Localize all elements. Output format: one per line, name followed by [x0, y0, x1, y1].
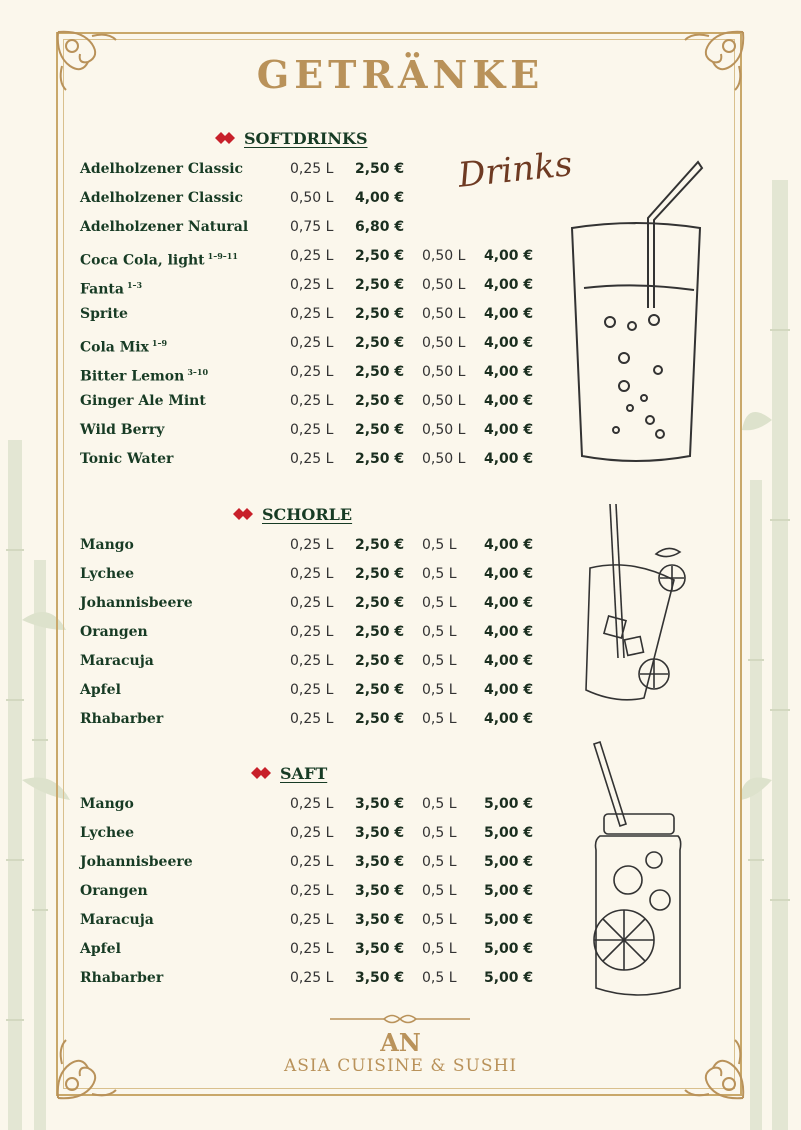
item-name-wrap [80, 967, 163, 989]
volume-small: 0,25 L [290, 451, 334, 467]
volume-large: 0,50 L [422, 306, 466, 322]
mojito-glass-illustration [576, 498, 688, 708]
item-name-wrap [80, 390, 206, 412]
item-name: Orangen [80, 624, 148, 640]
price-small: 2,50 € [355, 364, 405, 380]
menu-item-row [80, 793, 550, 815]
price-small: 3,50 € [355, 883, 405, 899]
menu-item-row [80, 621, 550, 643]
price-small: 6,80 € [355, 219, 405, 235]
volume-large: 0,50 L [422, 422, 466, 438]
price-large: 5,00 € [484, 970, 534, 986]
item-name-wrap [80, 880, 148, 902]
item-name-wrap [80, 534, 134, 556]
price-small: 2,50 € [355, 422, 405, 438]
menu-item-row [80, 880, 550, 902]
section-title: SOFTDRINKS [244, 128, 368, 148]
menu-item-row [80, 245, 550, 267]
section-header-softdrinks [214, 126, 368, 150]
volume-large: 0,5 L [422, 883, 457, 899]
item-name-wrap [80, 303, 128, 325]
price-large: 4,00 € [484, 393, 534, 409]
menu-item-row [80, 419, 550, 441]
item-name: Adelholzener Classic [80, 190, 244, 206]
item-name-wrap [80, 216, 248, 238]
item-name-wrap [80, 909, 154, 931]
price-small: 2,50 € [355, 161, 405, 177]
item-name-wrap [80, 679, 121, 701]
glass-illustration [566, 158, 706, 468]
item-name-wrap [80, 332, 167, 359]
item-name-wrap [80, 938, 121, 960]
price-small: 2,50 € [355, 653, 405, 669]
volume-small: 0,25 L [290, 682, 334, 698]
price-small: 2,50 € [355, 566, 405, 582]
price-small: 2,50 € [355, 335, 405, 351]
price-small: 2,50 € [355, 537, 405, 553]
price-small: 3,50 € [355, 854, 405, 870]
volume-small: 0,25 L [290, 624, 334, 640]
item-name: Mango [80, 537, 134, 553]
volume-large: 0,50 L [422, 393, 466, 409]
item-name: Johannisbeere [80, 854, 193, 870]
price-large: 4,00 € [484, 335, 534, 351]
volume-large: 0,5 L [422, 970, 457, 986]
price-small: 2,50 € [355, 248, 405, 264]
item-name-wrap [80, 793, 134, 815]
price-large: 4,00 € [484, 682, 534, 698]
item-name: Wild Berry [80, 422, 165, 438]
item-name-wrap [80, 245, 238, 272]
logo-ornament-icon [330, 1012, 470, 1026]
item-name: Apfel [80, 682, 121, 698]
price-large: 4,00 € [484, 537, 534, 553]
price-small: 3,50 € [355, 912, 405, 928]
price-small: 2,50 € [355, 682, 405, 698]
section-header-schorle [232, 502, 352, 526]
item-name-wrap [80, 822, 134, 844]
item-name-wrap [80, 708, 163, 730]
volume-large: 0,5 L [422, 854, 457, 870]
volume-small: 0,25 L [290, 970, 334, 986]
menu-item-row [80, 938, 550, 960]
price-large: 4,00 € [484, 364, 534, 380]
price-small: 2,50 € [355, 711, 405, 727]
volume-large: 0,5 L [422, 566, 457, 582]
volume-large: 0,5 L [422, 653, 457, 669]
price-small: 3,50 € [355, 825, 405, 841]
volume-small: 0,25 L [290, 161, 334, 177]
volume-large: 0,5 L [422, 624, 457, 640]
item-name: Rhabarber [80, 970, 164, 986]
volume-small: 0,25 L [290, 941, 334, 957]
menu-item-row [80, 448, 550, 470]
menu-item-row [80, 679, 550, 701]
price-large: 5,00 € [484, 854, 534, 870]
logo-mark: AN [380, 1028, 421, 1057]
item-name-wrap [80, 851, 193, 873]
volume-small: 0,25 L [290, 393, 334, 409]
price-small: 4,00 € [355, 190, 405, 206]
price-small: 2,50 € [355, 393, 405, 409]
volume-small: 0,25 L [290, 248, 334, 264]
volume-small: 0,25 L [290, 422, 334, 438]
logo-subtitle: ASIA CUISINE & SUSHI [283, 1056, 518, 1076]
item-name: Bitter Lemon [80, 368, 185, 385]
drinks-script-word: Drinks [456, 144, 575, 196]
volume-large: 0,50 L [422, 364, 466, 380]
price-large: 4,00 € [484, 248, 534, 264]
item-name: Adelholzener Natural [80, 219, 249, 235]
volume-large: 0,5 L [422, 595, 457, 611]
item-name: Coca Cola, light [80, 252, 205, 269]
price-small: 3,50 € [355, 970, 405, 986]
price-large: 5,00 € [484, 941, 534, 957]
volume-small: 0,25 L [290, 566, 334, 582]
diamond-bullet-icon [214, 131, 236, 145]
volume-small: 0,25 L [290, 595, 334, 611]
volume-small: 0,50 L [290, 190, 334, 206]
volume-small: 0,25 L [290, 883, 334, 899]
jar-illustration [590, 740, 686, 1004]
price-large: 4,00 € [484, 277, 534, 293]
menu-item-row [80, 967, 550, 989]
item-name: Lychee [80, 825, 134, 841]
menu-item-row [80, 216, 550, 238]
volume-small: 0,25 L [290, 277, 334, 293]
menu-item-row [80, 822, 550, 844]
item-name: Lychee [80, 566, 134, 582]
volume-small: 0,25 L [290, 711, 334, 727]
price-large: 4,00 € [484, 595, 534, 611]
price-large: 5,00 € [484, 796, 534, 812]
item-name-wrap [80, 448, 173, 470]
additive-footnote: 1–3 [126, 280, 143, 290]
item-name-wrap [80, 274, 142, 301]
price-small: 2,50 € [355, 277, 405, 293]
price-large: 4,00 € [484, 624, 534, 640]
item-name: Sprite [80, 306, 128, 322]
volume-large: 0,50 L [422, 335, 466, 351]
price-small: 3,50 € [355, 941, 405, 957]
volume-large: 0,5 L [422, 537, 457, 553]
item-name-wrap [80, 361, 208, 388]
volume-large: 0,5 L [422, 941, 457, 957]
page-title: GETRÄNKE [256, 52, 545, 97]
menu-item-row [80, 534, 550, 556]
volume-large: 0,5 L [422, 825, 457, 841]
volume-large: 0,50 L [422, 277, 466, 293]
item-name: Fanta [80, 281, 124, 298]
price-large: 5,00 € [484, 912, 534, 928]
price-large: 5,00 € [484, 825, 534, 841]
price-small: 3,50 € [355, 796, 405, 812]
menu-item-row [80, 909, 550, 931]
item-name-wrap [80, 187, 243, 209]
item-name: Orangen [80, 883, 148, 899]
price-large: 4,00 € [484, 306, 534, 322]
menu-item-row [80, 563, 550, 585]
item-name-wrap [80, 592, 193, 614]
item-name: Maracuja [80, 653, 154, 669]
volume-large: 0,5 L [422, 711, 457, 727]
menu-item-row [80, 592, 550, 614]
menu-item-row [80, 708, 550, 730]
price-small: 2,50 € [355, 595, 405, 611]
item-name: Tonic Water [80, 451, 174, 467]
menu-item-row [80, 303, 550, 325]
price-large: 4,00 € [484, 422, 534, 438]
item-name-wrap [80, 419, 164, 441]
volume-large: 0,50 L [422, 248, 466, 264]
menu-item-row [80, 332, 550, 354]
item-name: Ginger Ale Mint [80, 393, 206, 409]
bamboo-right-decoration [742, 180, 801, 1130]
volume-small: 0,25 L [290, 825, 334, 841]
item-name: Apfel [80, 941, 121, 957]
diamond-bullet-icon [232, 507, 254, 521]
menu-item-row [80, 851, 550, 873]
section-title: SAFT [280, 763, 328, 783]
item-name-wrap [80, 158, 243, 180]
item-name: Maracuja [80, 912, 154, 928]
price-large: 5,00 € [484, 883, 534, 899]
item-name-wrap [80, 563, 134, 585]
volume-small: 0,75 L [290, 219, 334, 235]
volume-small: 0,25 L [290, 306, 334, 322]
item-name: Mango [80, 796, 134, 812]
volume-small: 0,25 L [290, 912, 334, 928]
volume-small: 0,25 L [290, 653, 334, 669]
item-name: Johannisbeere [80, 595, 193, 611]
menu-item-row [80, 650, 550, 672]
volume-large: 0,5 L [422, 796, 457, 812]
price-small: 2,50 € [355, 451, 405, 467]
price-small: 2,50 € [355, 306, 405, 322]
item-name: Adelholzener Classic [80, 161, 244, 177]
item-name-wrap [80, 621, 148, 643]
menu-item-row [80, 274, 550, 296]
volume-small: 0,25 L [290, 796, 334, 812]
price-large: 4,00 € [484, 711, 534, 727]
volume-large: 0,50 L [422, 451, 466, 467]
volume-small: 0,25 L [290, 335, 334, 351]
menu-item-row [80, 390, 550, 412]
volume-small: 0,25 L [290, 854, 334, 870]
section-title: SCHORLE [262, 504, 353, 524]
additive-footnote: 1–9 [151, 338, 168, 348]
menu-item-row [80, 361, 550, 383]
diamond-bullet-icon [250, 766, 272, 780]
volume-small: 0,25 L [290, 364, 334, 380]
volume-large: 0,5 L [422, 682, 457, 698]
price-large: 4,00 € [484, 653, 534, 669]
item-name: Rhabarber [80, 711, 164, 727]
price-small: 2,50 € [355, 624, 405, 640]
additive-footnote: 3–10 [187, 367, 209, 377]
price-large: 4,00 € [484, 566, 534, 582]
volume-small: 0,25 L [290, 537, 334, 553]
section-header-saft [250, 761, 327, 785]
price-large: 4,00 € [484, 451, 534, 467]
additive-footnote: 1–9–11 [207, 251, 238, 261]
volume-large: 0,5 L [422, 912, 457, 928]
item-name: Cola Mix [80, 339, 149, 356]
item-name-wrap [80, 650, 154, 672]
